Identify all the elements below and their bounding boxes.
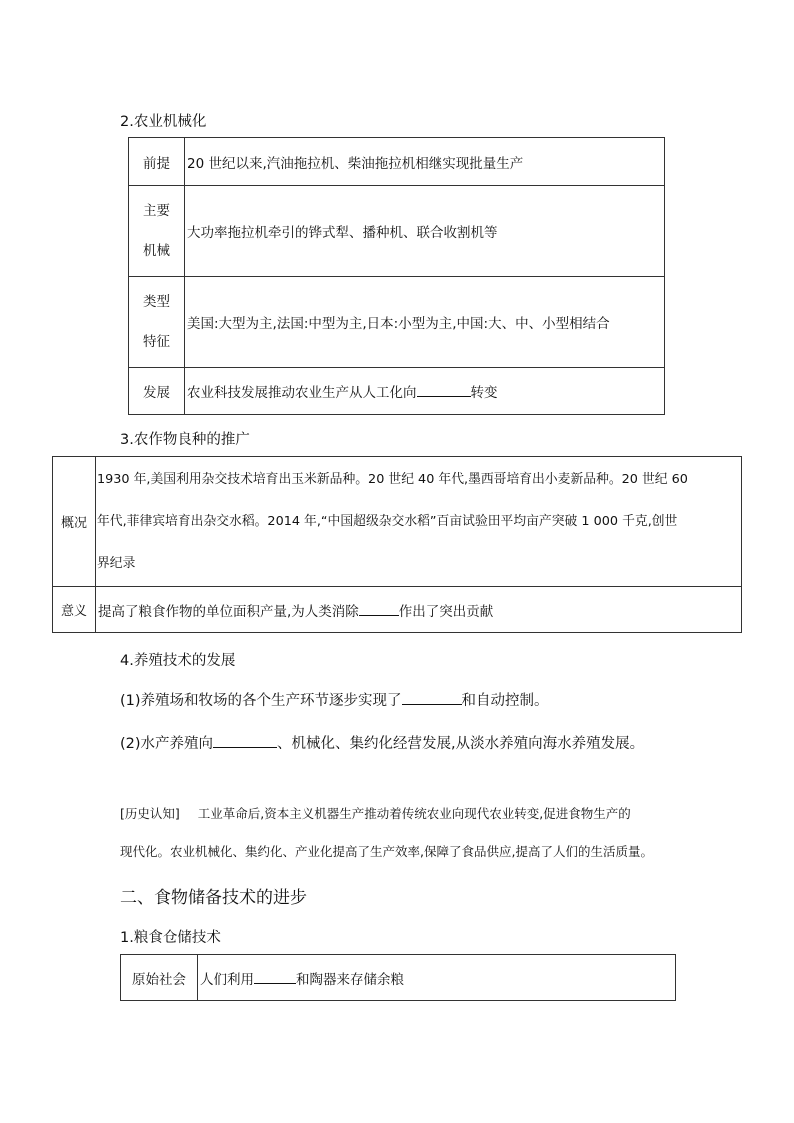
insight-tag: [历史认知] [120,806,180,821]
table-row [129,368,665,415]
fill-in-blank[interactable] [213,735,277,748]
row-label-line: 特征 [143,334,170,350]
meaning-label: 意义 [53,587,96,633]
table-row [53,457,742,587]
fill-text: 作出了突出贡献 [398,603,494,620]
fill-in-blank[interactable] [417,384,471,397]
row-label-text: 前提 [143,155,170,172]
row-label-line: 类型 [143,294,170,310]
fill-text: (1)养殖场和牧场的各个生产环节逐步实现了 [120,693,402,709]
section-heading-agri-mechanization: 2.农业机械化 [120,114,207,130]
agri-mechanization-table [128,137,665,415]
overview-line: 界纪录 [97,555,136,571]
table-row [129,186,665,277]
section-heading-grain-storage: 1.粮食仓储技术 [120,930,221,946]
overview-line: 1930 年,美国利用杂交技术培育出玉米新品种。20 世纪 40 年代,墨西哥培育出小麦新品种。20 世纪 60 [97,471,688,487]
breeding-item-1 [120,689,549,710]
fill-text: 和陶器来存储余粮 [296,971,404,988]
table-row [121,955,676,1001]
insight-text: 工业革命后,资本主义机器生产推动着传统农业向现代农业转变,促进食物生产的 [197,806,631,821]
part-heading-food-storage: 二、食物储备技术的进步 [120,888,307,908]
fill-in-blank[interactable] [359,603,399,616]
history-insight-line-1 [120,796,631,832]
fill-in-blank[interactable] [254,971,296,984]
row-label: 原始社会 [121,955,198,1001]
row-label [129,138,185,186]
row-label-line: 机械 [143,243,170,259]
row-label [129,368,185,415]
row-label [129,277,185,368]
overview-line: 年代,菲律宾培育出杂交水稻。2014 年,“中国超级杂交水稻”百亩试验田平均亩产突破 1 000 千克,创世 [97,513,678,529]
crop-varieties-table [52,456,742,633]
section-heading-crop-varieties: 3.农作物良种的推广 [120,432,250,448]
grain-storage-table [120,954,676,1001]
row-text: 美国:大型为主,法国:中型为主,日本:小型为主,中国:大、中、小型相结合 [185,277,665,368]
overview-label: 概况 [53,457,96,587]
fill-text: 提高了粮食作物的单位面积产量,为人类消除 [98,603,359,620]
table-row [129,277,665,368]
fill-text: 转变 [470,385,498,401]
table-row [129,138,665,186]
row-label-text: 发展 [143,385,170,401]
fill-text: 人们利用 [200,971,254,988]
row-text [185,368,665,415]
breeding-item-2 [120,732,644,753]
row-text: 20 世纪以来,汽油拖拉机、柴油拖拉机相继实现批量生产 [185,138,665,186]
overview-text [96,457,742,587]
fill-text: 农业科技发展推动农业生产从人工化向 [187,385,417,401]
fill-text: (2)水产养殖向 [120,736,214,752]
fill-text: 和自动控制。 [461,693,549,709]
row-text [198,955,676,1001]
fill-in-blank[interactable] [402,692,462,705]
section-heading-breeding: 4.养殖技术的发展 [120,653,236,669]
row-text: 大功率拖拉机牵引的铧式犁、播种机、联合收割机等 [185,186,665,277]
fill-text: 、机械化、集约化经营发展,从淡水养殖向海水养殖发展。 [277,736,645,752]
meaning-text [96,587,742,633]
table-row [53,587,742,633]
history-insight-line-2: 现代化。农业机械化、集约化、产业化提高了生产效率,保障了食品供应,提高了人们的生活质量。 [120,844,653,859]
row-label [129,186,185,277]
row-label-line: 主要 [143,203,170,219]
